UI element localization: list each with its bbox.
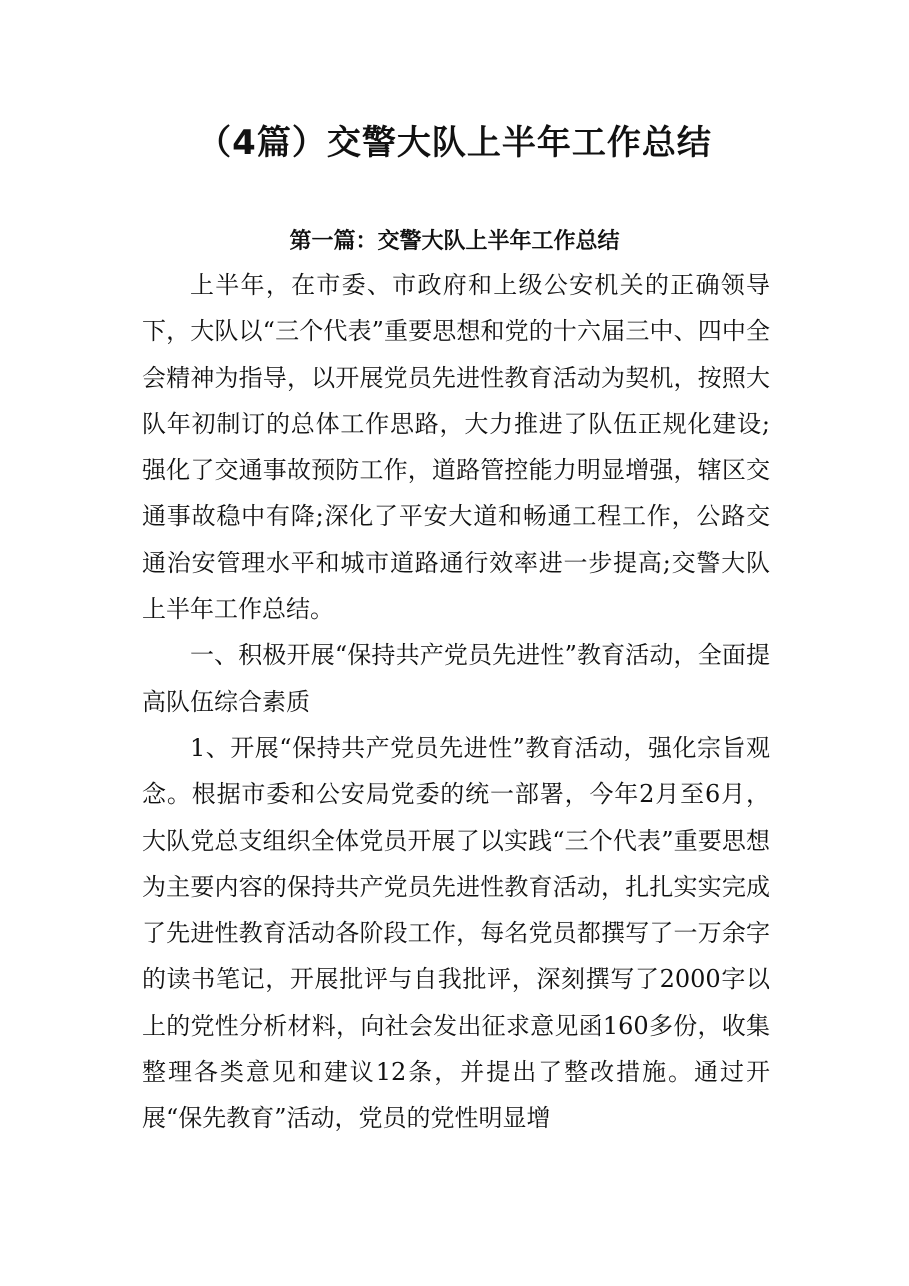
section-title: 第一篇：交警大队上半年工作总结 [289, 229, 620, 254]
paragraph-intro: 上半年，在市委、市政府和上级公安机关的正确领导下，大队以“三个代表”重要思想和党的十六届三中、四中全会精神为指导，以开展党员先进性教育活动为契机，按照大队年初制订的总体工作思路，大力推进了队伍正规化建设;强化了交通事故预防工作，道路管控能力明显增强，辖区交通事故稳中有降;深化了平安大道和畅通工程工作，公路交通治安管理水平和城市道路通行效率进一步提高;交警大队上半年工作总结。 [142, 271, 770, 624]
document-body [142, 262, 770, 1142]
paragraph-heading-one: 一、积极开展“保持共产党员先进性”教育活动，全面提高队伍综合素质 [142, 641, 770, 716]
paragraph-item-one: 1、开展“保持共产党员先进性”教育活动，强化宗旨观念。根据市委和公安局党委的统一部署，今年2月至6月，大队党总支组织全体党员开展了以实践“三个代表”重要思想为主要内容的保持共产党员先进性教育活动，扎扎实实完成了先进性教育活动各阶段工作，每名党员都撰写了一万余字的读书笔记，开展批评与自我批评，深刻撰写了2000字以上的党性分析材料，向社会发出征求意见函160多份，收集整理各类意见和建议12条，并提出了整改措施。通过开展“保先教育”活动，党员的党性明显增 [142, 733, 770, 1133]
document-title: （4篇）交警大队上半年工作总结 [197, 123, 712, 163]
